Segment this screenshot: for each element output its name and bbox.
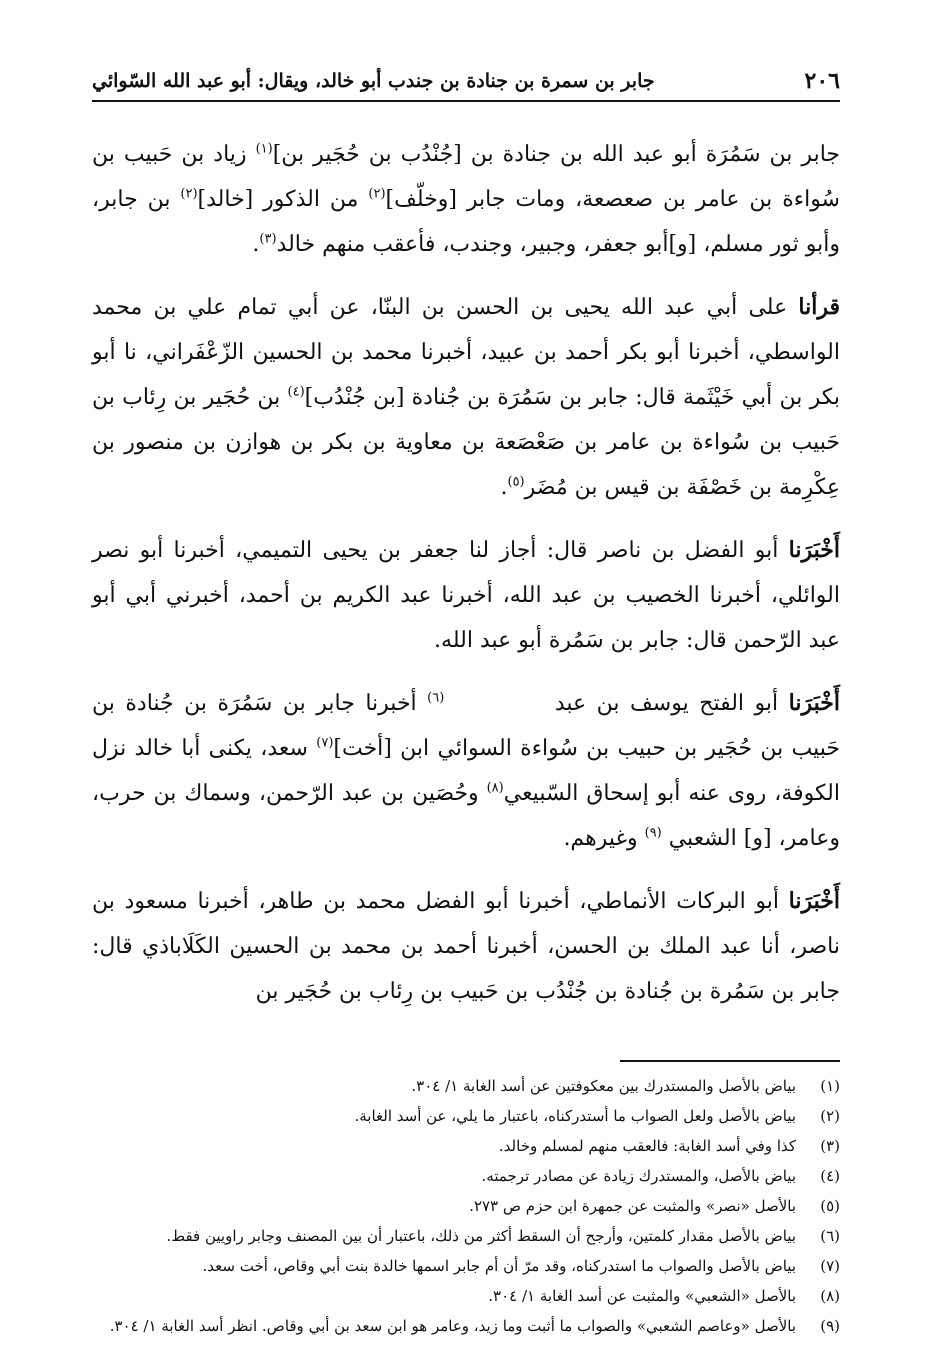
footnote-reference: (٥) bbox=[507, 474, 525, 490]
footnote-reference: (٨) bbox=[486, 780, 504, 796]
footnote-number: (٩) bbox=[820, 1317, 840, 1335]
footnote-text: بالأصل «الشعبي» والمثبت عن أسد الغابة ١/ ٣٠٤. bbox=[488, 1287, 796, 1305]
paragraph-lead-word: أَخْبَرَنا bbox=[788, 888, 840, 914]
footnote-reference: (٢) bbox=[180, 186, 198, 202]
text-run: أبو البركات الأنماطي، أخبرنا أبو الفضل محمد بن طاهر، أخبرنا مسعود بن ناصر، أنا عبد الملك بن الحسن، أخبرنا أحمد بن محمد بن الحسين الكَلَاباذي قال: جابر بن سَمُرة بن جُنادة بن جُنْدُب بن حَبيب بن رِئاب بن حُجَير بن bbox=[92, 889, 840, 1004]
footnote-number: (٣) bbox=[820, 1137, 840, 1155]
text-run: أبو الفتح يوسف بن عبد bbox=[544, 691, 789, 716]
footnote-item bbox=[92, 1194, 840, 1219]
footnote-number: (٧) bbox=[820, 1257, 840, 1275]
paragraph-lead-word: أَخْبَرَنا bbox=[788, 537, 840, 563]
running-header bbox=[92, 60, 840, 102]
footnote-item bbox=[92, 1254, 840, 1279]
footnote-text: بالأصل «وعاصم الشعبي» والصواب ما أثبت وما زيد، وعامر هو ابن سعد بن أبي وقاص. انظر أسد الغابة ١/ ٣٠٤. bbox=[109, 1317, 796, 1335]
paragraph-lead-word: قرأنا bbox=[798, 294, 840, 320]
footnote-item bbox=[92, 1104, 840, 1129]
text-run: . bbox=[252, 232, 260, 257]
footnote-number: (١) bbox=[820, 1077, 840, 1095]
footnote-text: بياض بالأصل مقدار كلمتين، وأرجح أن السقط أكثر من ذلك، باعتبار أن بين المصنف وجابر راويين فقط. bbox=[166, 1227, 796, 1245]
footnote-text: بياض بالأصل، والمستدرك زيادة عن مصادر ترجمته. bbox=[481, 1167, 796, 1185]
paragraph-lead-word: أَخْبَرَنا bbox=[788, 690, 840, 716]
book-page bbox=[92, 60, 840, 1344]
footnote-item bbox=[92, 1164, 840, 1189]
footnote-text: بياض بالأصل والمستدرك بين معكوفتين عن أسد الغابة ١/ ٣٠٤. bbox=[411, 1077, 796, 1095]
footnote-reference: (٧) bbox=[316, 735, 334, 751]
footnotes-list bbox=[92, 1074, 840, 1339]
text-run: أبو الفضل بن ناصر قال: أجاز لنا جعفر بن يحيى التميمي، أخبرنا أبو نصر الوائلي، أخبرنا الخصيب بن عبد الله، أخبرنا عبد الكريم بن أحمد، أخبرني أبي أبو عبد الرّحمن قال: جابر بن سَمُرة أبو عبد الله. bbox=[92, 538, 840, 653]
footnote-reference: (٦) bbox=[427, 690, 445, 706]
footnote-item bbox=[92, 1074, 840, 1099]
footnote-reference: (٢) bbox=[368, 186, 386, 202]
text-run: سعد، يكنى أبا خالد نزل الكوفة، روى عنه أبو إسحاق السّبيعي bbox=[92, 736, 840, 806]
text-run: وحُصَين بن عبد الرّحمن، وسماك بن حرب، وعامر، [و] الشعبي bbox=[92, 781, 840, 851]
footnote-item bbox=[92, 1224, 840, 1249]
text-run: بن حُجَير بن رِئاب بن حَبيب بن سُواءة بن عامر بن صَعْصَعة بن معاوية بن بكر بن هوازن بن منصور بن عِكْرِمة بن خَصْفَة بن قيس بن مُضَر bbox=[92, 385, 840, 500]
text-run: . bbox=[500, 475, 508, 500]
footnote-divider bbox=[620, 1060, 840, 1062]
footnote-item bbox=[92, 1284, 840, 1309]
text-run: جابر بن سَمُرَة أبو عبد الله بن جنادة بن [جُنْدُب بن حُجَير بن] bbox=[272, 142, 840, 167]
footnote-item bbox=[92, 1134, 840, 1159]
page-number: ٢٠٦ bbox=[804, 68, 840, 94]
text-run: أخبرنا جابر بن سَمُرَة بن جُنادة بن حَبيب بن حُجَير بن حبيب بن سُواءة السوائي ابن [أخت] bbox=[92, 691, 840, 761]
paragraph bbox=[92, 285, 840, 510]
paragraph bbox=[92, 879, 840, 1014]
paragraph bbox=[92, 132, 840, 267]
footnote-number: (٢) bbox=[820, 1107, 840, 1125]
paragraph bbox=[92, 528, 840, 663]
footnote-number: (٥) bbox=[820, 1197, 840, 1215]
main-text bbox=[92, 132, 840, 1014]
running-title: جابر بن سمرة بن جنادة بن جندب أبو خالد، ويقال: أبو عبد الله السّوائي bbox=[92, 70, 655, 92]
footnote-number: (٤) bbox=[820, 1167, 840, 1185]
footnote-reference: (١) bbox=[255, 141, 273, 157]
footnote-text: بالأصل «نصر» والمثبت عن جمهرة ابن حزم ص ٢٧٣. bbox=[469, 1197, 796, 1215]
text-run: زياد بن حَبيب بن سُواءة بن عامر بن صعصعة، ومات جابر [وخلّف] bbox=[92, 142, 840, 212]
text-run: من الذكور [خالد] bbox=[197, 187, 369, 212]
text-run: وغيرهم. bbox=[563, 826, 645, 851]
footnote-reference: (٩) bbox=[644, 825, 662, 841]
footnote-reference: (٤) bbox=[287, 384, 305, 400]
footnote-reference: (٣) bbox=[259, 231, 277, 247]
footnote-text: بياض بالأصل ولعل الصواب ما أستدركناه، باعتبار ما يلي، عن أسد الغابة. bbox=[354, 1107, 796, 1125]
footnote-item bbox=[92, 1314, 840, 1339]
footnote-number: (٨) bbox=[820, 1287, 840, 1305]
footnote-number: (٦) bbox=[820, 1227, 840, 1245]
footnote-text: بياض بالأصل والصواب ما استدركناه، وقد مرّ أن أم جابر اسمها خالدة بنت أبي وقاص، أخت سعد. bbox=[202, 1257, 796, 1275]
footnote-text: كذا وفي أسد الغابة: فالعقب منهم لمسلم وخالد. bbox=[498, 1137, 796, 1155]
paragraph bbox=[92, 681, 840, 861]
text-run: بن جابر، وأبو ثور مسلم، [و]أبو جعفر، وجبير، وجندب، فأعقب منهم خالد bbox=[92, 187, 840, 257]
text-run: على أبي عبد الله يحيى بن الحسن بن البنّا، عن أبي تمام علي بن محمد الواسطي، أخبرنا أبو بكر أحمد بن عبيد، أخبرنا محمد بن الحسين الزّعْفَراني، نا أبو بكر بن أبي خَيْثَمة قال: جابر بن سَمُرَة بن جُنادة [بن جُنْدُب] bbox=[92, 295, 840, 410]
